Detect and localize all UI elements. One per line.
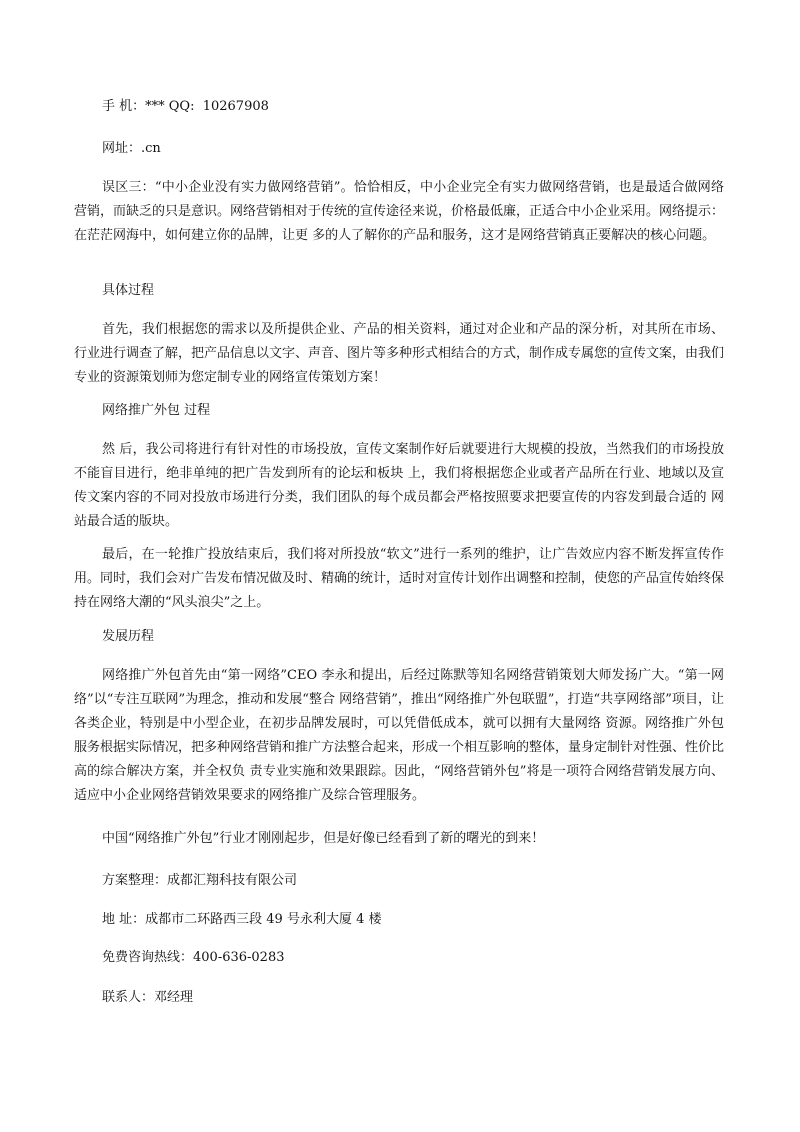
- process-paragraph: 首先，我们根据您的需求以及所提供企业、产品的相关资料，通过对企业和产品的深分析，对其所在市场、行业进行调查了解，把产品信息以文字、声音、图片等多种形式相结合的方式，制作成专属您的宣传文案，由我们专业的资源策划师为您定制专业的网络宣传策划方案！: [74, 322, 725, 385]
- outsourcing-process-heading: 网络推广外包 过程: [102, 403, 211, 418]
- address-line: 地 址：成都市二环路西三段 49 号永利大厦 4 楼: [102, 912, 382, 927]
- website-line: 网址：.cn: [102, 141, 161, 156]
- industry-outlook-paragraph: 中国“网络推广外包”行业才刚刚起步，但是好像已经看到了新的曙光的到来！: [102, 831, 545, 846]
- process-heading: 具体过程: [102, 283, 155, 298]
- organizer-line: 方案整理：成都汇翔科技有限公司: [102, 873, 298, 888]
- outsourcing-paragraph: 然 后，我公司将进行有针对性的市场投放，宣传文案制作好后就要进行大规模的投放，当然我们的市场投放不能盲目进行，绝非单纯的把广告发到所有的论坛和板块 上，我们将根据您企业或者产品所在行业、地域以及宣传文案内容的不同对投放市场进行分类，我们团队的每个成员都会严格按照要求把要宣传的内容发到最合适的 网站最合适的版块。: [74, 442, 724, 529]
- contact-person-line: 联系人：邓经理: [102, 990, 194, 1005]
- hotline-line: 免费咨询热线：400-636-0283: [102, 950, 285, 965]
- myth-three-paragraph: 误区三：“中小企业没有实力做网络营销”。恰恰相反，中小企业完全有实力做网络营销，也是最适合做网络营销，而缺乏的只是意识。网络营销相对于传统的宣传途径来说，价格最低廉，正适合中小企业采用。网络提示：在茫茫网海中，如何建立你的品牌，让更 多的人了解你的产品和服务，这才是网络营销真正要解决的核心问题。: [74, 180, 725, 243]
- final-maintenance-paragraph: 最后，在一轮推广投放结束后，我们将对所投放“软文”进行一系列的维护，让广告效应内容不断发挥宣传作用。同时，我们会对广告发布情况做及时、精确的统计，适时对宣传计划作出调整和控制，使您的产品宣传始终保持在网络大潮的“风头浪尖”之上。: [74, 547, 725, 610]
- development-history-heading: 发展历程: [102, 629, 155, 644]
- development-history-paragraph: 网络推广外包首先由“第一网络”CEO 李永和提出，后经过陈默等知名网络营销策划大师发扬广大。“第一网络”以“专注互联网”为理念，推动和发展“整合 网络营销”，推出“网络推广外包联盟”，打造“共享网络部”项目，让各类企业，特别是中小型企业，在初步品牌发展时，可以凭借低成本，就可以拥有大量网络 资源。网络推广外包服务根据实际情况，把多种网络营销和推广方法整合起来，形成一个相互影响的整体，量身定制针对性强、性价比高的综合解决方案，并全权负 责专业实施和效果跟踪。因此，“网络营销外包”将是一项符合网络营销发展方向、适应中小企业网络营销效果要求的网络推广及综合管理服务。: [74, 668, 725, 803]
- phone-qq-line: 手 机：*** QQ: 10267908: [102, 99, 269, 114]
